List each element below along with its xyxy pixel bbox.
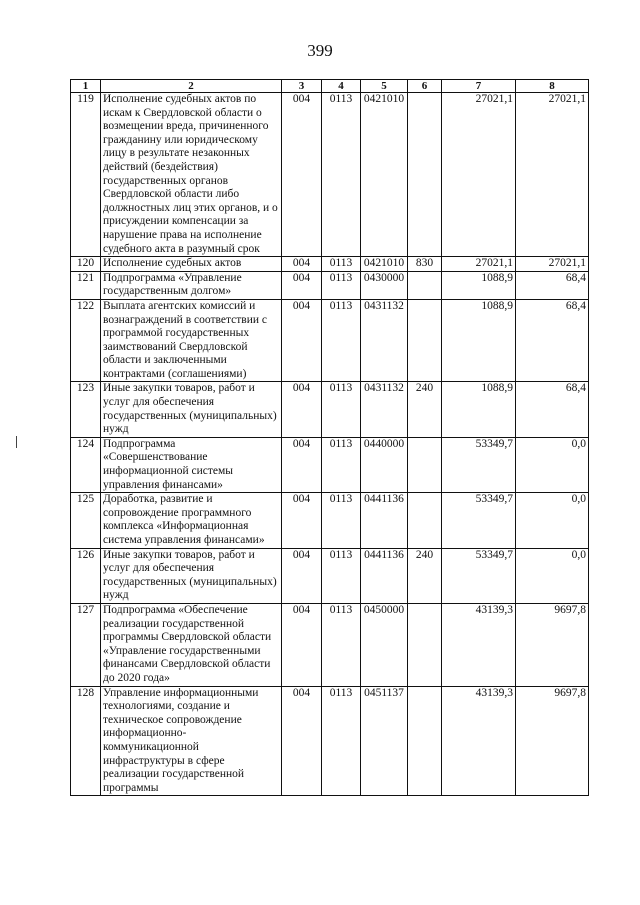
row-name: Доработка, развитие и сопровождение программного комплекса «Информационная система управления финансами» — [101, 493, 282, 548]
row-name: Иные закупки товаров, работ и услуг для обеспечения государственных (муниципальных) нужд — [101, 382, 282, 437]
header-col-3: 3 — [282, 80, 322, 93]
scan-edge-mark — [16, 436, 17, 448]
row-name: Выплата агентских комиссий и вознаграждений в соответствии с программой государственных заимствований Свердловской области и заключенными контрактами (соглашениями) — [101, 299, 282, 382]
row-col-3: 004 — [282, 299, 322, 382]
row-number: 128 — [71, 686, 101, 796]
row-number: 126 — [71, 548, 101, 603]
row-col-7: 1088,9 — [442, 299, 516, 382]
row-col-4: 0113 — [322, 93, 361, 257]
row-col-4: 0113 — [322, 437, 361, 492]
row-col-3: 004 — [282, 493, 322, 548]
row-col-5: 0451137 — [361, 686, 408, 796]
table-row — [71, 299, 589, 382]
row-col-7: 1088,9 — [442, 271, 516, 299]
row-col-6: 240 — [408, 382, 442, 437]
row-col-7: 53349,7 — [442, 493, 516, 548]
row-number: 120 — [71, 257, 101, 272]
table-row — [71, 271, 589, 299]
row-col-3: 004 — [282, 686, 322, 796]
row-col-6 — [408, 493, 442, 548]
row-col-8: 0,0 — [516, 493, 589, 548]
table-row — [71, 548, 589, 603]
header-col-8: 8 — [516, 80, 589, 93]
row-col-3: 004 — [282, 271, 322, 299]
row-col-8: 0,0 — [516, 548, 589, 603]
row-col-7: 53349,7 — [442, 437, 516, 492]
row-col-8: 9697,8 — [516, 686, 589, 796]
row-number: 127 — [71, 603, 101, 686]
table-row — [71, 257, 589, 272]
row-number: 123 — [71, 382, 101, 437]
row-col-7: 27021,1 — [442, 257, 516, 272]
row-col-7: 1088,9 — [442, 382, 516, 437]
row-col-6: 240 — [408, 548, 442, 603]
row-col-8: 68,4 — [516, 271, 589, 299]
row-col-3: 004 — [282, 257, 322, 272]
row-col-6 — [408, 603, 442, 686]
row-number: 124 — [71, 437, 101, 492]
row-col-6 — [408, 437, 442, 492]
row-col-5: 0450000 — [361, 603, 408, 686]
row-col-4: 0113 — [322, 257, 361, 272]
row-col-5: 0441136 — [361, 548, 408, 603]
table-row — [71, 686, 589, 796]
table-row — [71, 382, 589, 437]
row-col-7: 43139,3 — [442, 603, 516, 686]
row-col-3: 004 — [282, 382, 322, 437]
row-col-8: 0,0 — [516, 437, 589, 492]
row-number: 125 — [71, 493, 101, 548]
row-col-8: 68,4 — [516, 382, 589, 437]
row-col-3: 004 — [282, 548, 322, 603]
row-col-4: 0113 — [322, 382, 361, 437]
header-col-2: 2 — [101, 80, 282, 93]
row-col-6: 830 — [408, 257, 442, 272]
row-col-8: 27021,1 — [516, 257, 589, 272]
page-number: 399 — [307, 41, 333, 60]
row-name: Иные закупки товаров, работ и услуг для обеспечения государственных (муниципальных) нужд — [101, 548, 282, 603]
row-col-5: 0431132 — [361, 299, 408, 382]
row-col-7: 53349,7 — [442, 548, 516, 603]
row-col-5: 0421010 — [361, 257, 408, 272]
row-col-3: 004 — [282, 437, 322, 492]
row-col-5: 0431132 — [361, 382, 408, 437]
row-name: Управление информационными технологиями, создание и техническое сопровождение информационно-коммуникационной инфраструктуры в сфере реализации государственной программы — [101, 686, 282, 796]
row-col-5: 0441136 — [361, 493, 408, 548]
row-number: 122 — [71, 299, 101, 382]
header-col-1: 1 — [71, 80, 101, 93]
header-col-6: 6 — [408, 80, 442, 93]
row-col-7: 27021,1 — [442, 93, 516, 257]
header-col-4: 4 — [322, 80, 361, 93]
row-name: Подпрограмма «Совершенствование информационной системы управления финансами» — [101, 437, 282, 492]
row-number: 119 — [71, 93, 101, 257]
header-row — [71, 80, 589, 93]
row-col-4: 0113 — [322, 299, 361, 382]
row-name: Исполнение судебных актов по искам к Свердловской области о возмещении вреда, причиненного гражданину или юридическому лицу в результате незаконных действий (бездействия) государственных органов Свердловской области либо должностных лиц этих органов, и о присуждении компенсации за нарушение права на исполнение судебного акта в разумный срок — [101, 93, 282, 257]
table-row — [71, 437, 589, 492]
row-col-8: 68,4 — [516, 299, 589, 382]
row-number: 121 — [71, 271, 101, 299]
row-col-8: 9697,8 — [516, 603, 589, 686]
row-col-5: 0440000 — [361, 437, 408, 492]
row-col-6 — [408, 93, 442, 257]
table-row — [71, 93, 589, 257]
row-col-4: 0113 — [322, 493, 361, 548]
row-col-4: 0113 — [322, 271, 361, 299]
row-col-6 — [408, 686, 442, 796]
row-col-3: 004 — [282, 603, 322, 686]
row-col-4: 0113 — [322, 603, 361, 686]
row-col-4: 0113 — [322, 548, 361, 603]
row-col-6 — [408, 299, 442, 382]
row-col-3: 004 — [282, 93, 322, 257]
row-col-6 — [408, 271, 442, 299]
row-col-8: 27021,1 — [516, 93, 589, 257]
row-col-5: 0421010 — [361, 93, 408, 257]
table-row — [71, 603, 589, 686]
budget-table — [70, 79, 589, 796]
row-col-4: 0113 — [322, 686, 361, 796]
row-name: Исполнение судебных актов — [101, 257, 282, 272]
row-col-7: 43139,3 — [442, 686, 516, 796]
header-col-5: 5 — [361, 80, 408, 93]
row-col-5: 0430000 — [361, 271, 408, 299]
row-name: Подпрограмма «Управление государственным долгом» — [101, 271, 282, 299]
row-name: Подпрограмма «Обеспечение реализации государственной программы Свердловской области «Управление государственными финансами Свердловской области до 2020 года» — [101, 603, 282, 686]
header-col-7: 7 — [442, 80, 516, 93]
table-row — [71, 493, 589, 548]
